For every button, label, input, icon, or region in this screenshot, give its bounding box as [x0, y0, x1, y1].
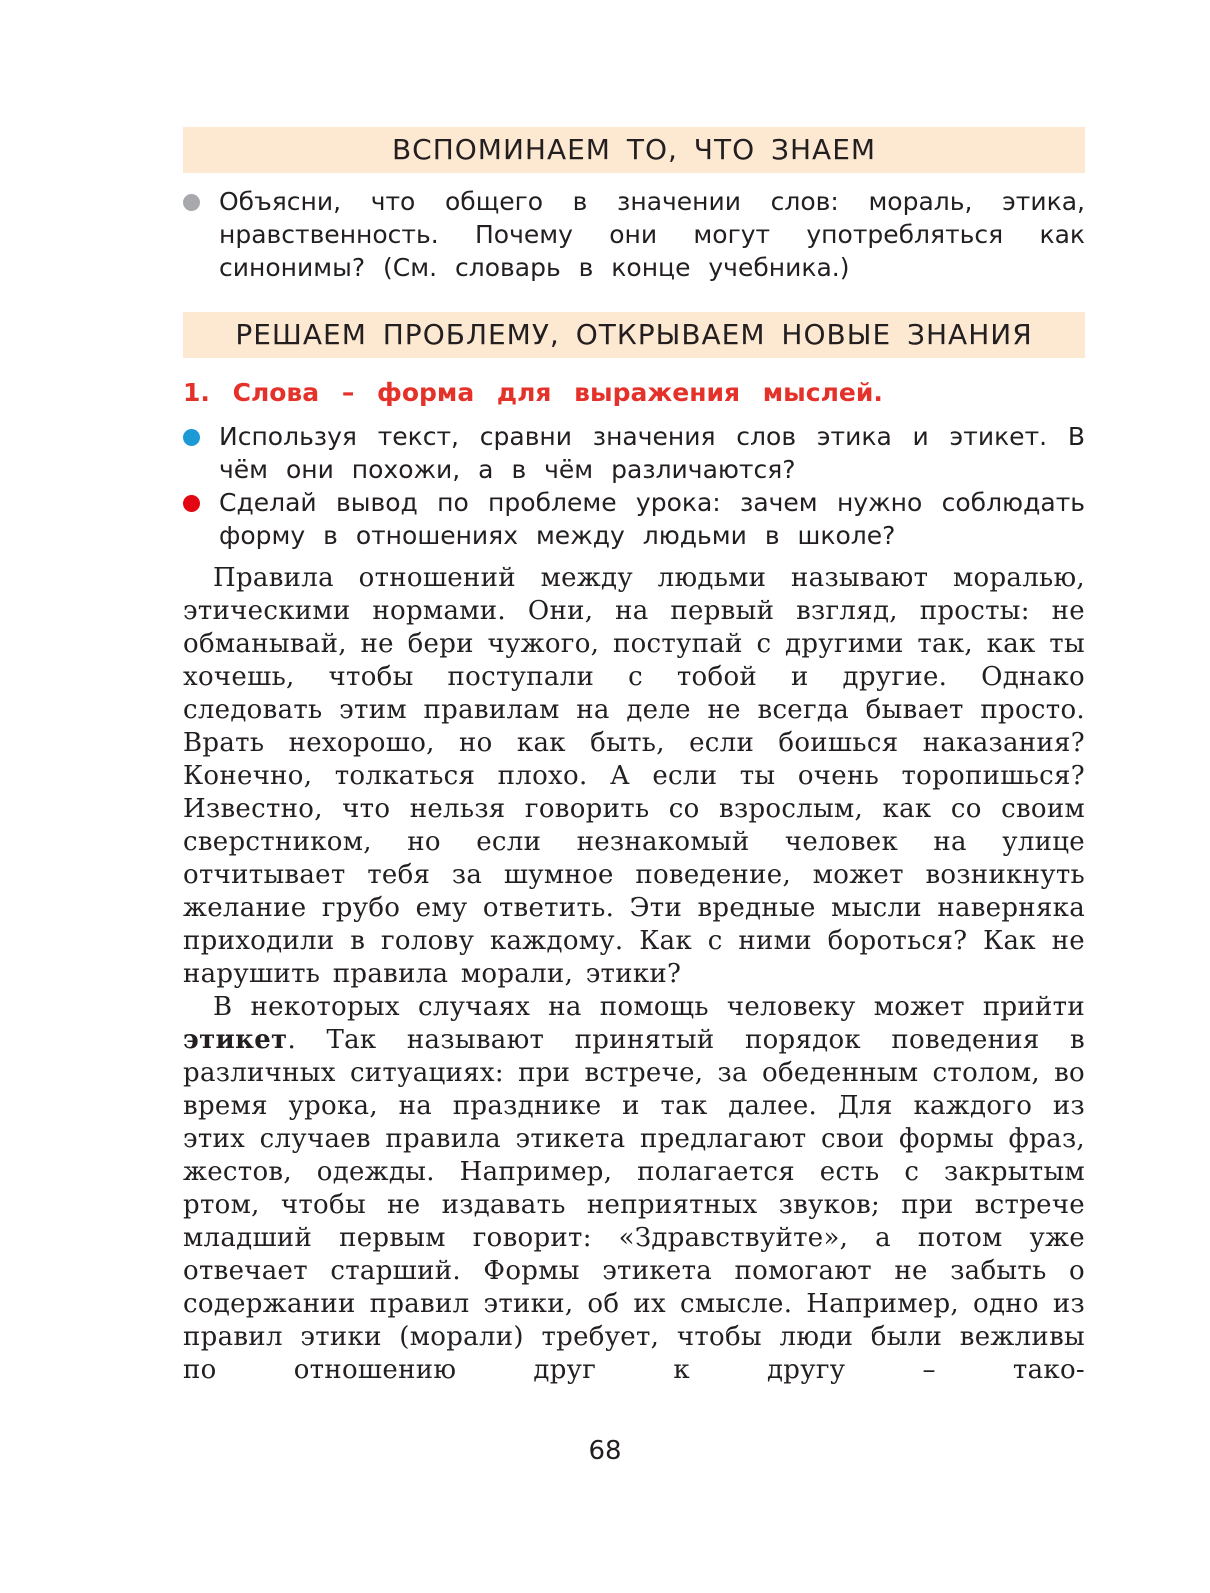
paragraph-text: В некоторых случаях на помощь человеку может прийти — [213, 992, 1085, 1022]
red-bullet-icon — [183, 495, 200, 512]
blue-bullet-icon — [183, 429, 200, 446]
section-banner-problem: РЕШАЕМ ПРОБЛЕМУ, ОТКРЫВАЕМ НОВЫЕ ЗНАНИЯ — [183, 312, 1085, 358]
bullet-item-question — [183, 185, 1085, 284]
bullet-text: Используя текст, сравни значения слов этика и этикет. В чём они похожи, а в чём различаются? — [219, 422, 1085, 484]
section-banner-remember: ВСПОМИНАЕМ ТО, ЧТО ЗНАЕМ — [183, 127, 1085, 173]
bullet-text: Сделай вывод по проблеме урока: зачем нужно соблюдать форму в отношениях между людьми в школе? — [219, 488, 1085, 550]
paragraph-text: . Так называют принятый порядок поведения в различных ситуациях: при встрече, за обеденным столом, во время урока, на празднике и так далее. Для каждого из этих случаев правила этикета предлагают свои формы фраз, жестов, одежды. Например, полагается есть с закрытым ртом, чтобы не издавать неприятных звуков; при встрече младший первым говорит: «Здравствуйте», а потом уже отвечает старший. Формы этикета помогают не забыть о содержании правил этики, об их смысле. Например, одно из правил этики (морали) требует, чтобы люди были вежливы по отношению друг к другу – тако- — [183, 1025, 1085, 1385]
bullet-item-conclusion — [183, 486, 1085, 552]
paragraph: Правила отношений между людьми называют моралью, этическими нормами. Они, на первый взгляд, просты: не обманывай, не бери чужого, поступай с другими так, как ты хочешь, чтобы поступали с тобой и другие. Однако следовать этим правилам на деле не всегда бывает просто. Врать нехорошо, но как быть, если боишься наказания? Конечно, толкаться плохо. А если ты очень торопишься? Известно, что нельзя говорить со взрослым, как со своим сверстником, но если незнакомый человек на улице отчитывает тебя за шумное поведение, может возникнуть желание грубо ему ответить. Эти вредные мысли наверняка приходили в голову каждому. Как с ними бороться? Как не нарушить правила морали, этики? — [183, 563, 1085, 989]
bullet-item-compare — [183, 420, 1085, 486]
bullet-text: Объясни, что общего в значении слов: мораль, этика, нравственность. Почему они могут употребляться как синонимы? (См. словарь в конце учебника.) — [219, 187, 1085, 282]
gray-bullet-icon — [183, 194, 200, 211]
term-etiquette: этикет — [183, 1025, 288, 1055]
main-text — [183, 562, 1085, 1387]
page-number: 68 — [588, 1436, 622, 1466]
paragraph — [183, 991, 1085, 1387]
textbook-page — [183, 127, 1085, 1387]
section-subheading: 1. Слова – форма для выражения мыслей. — [183, 378, 883, 407]
